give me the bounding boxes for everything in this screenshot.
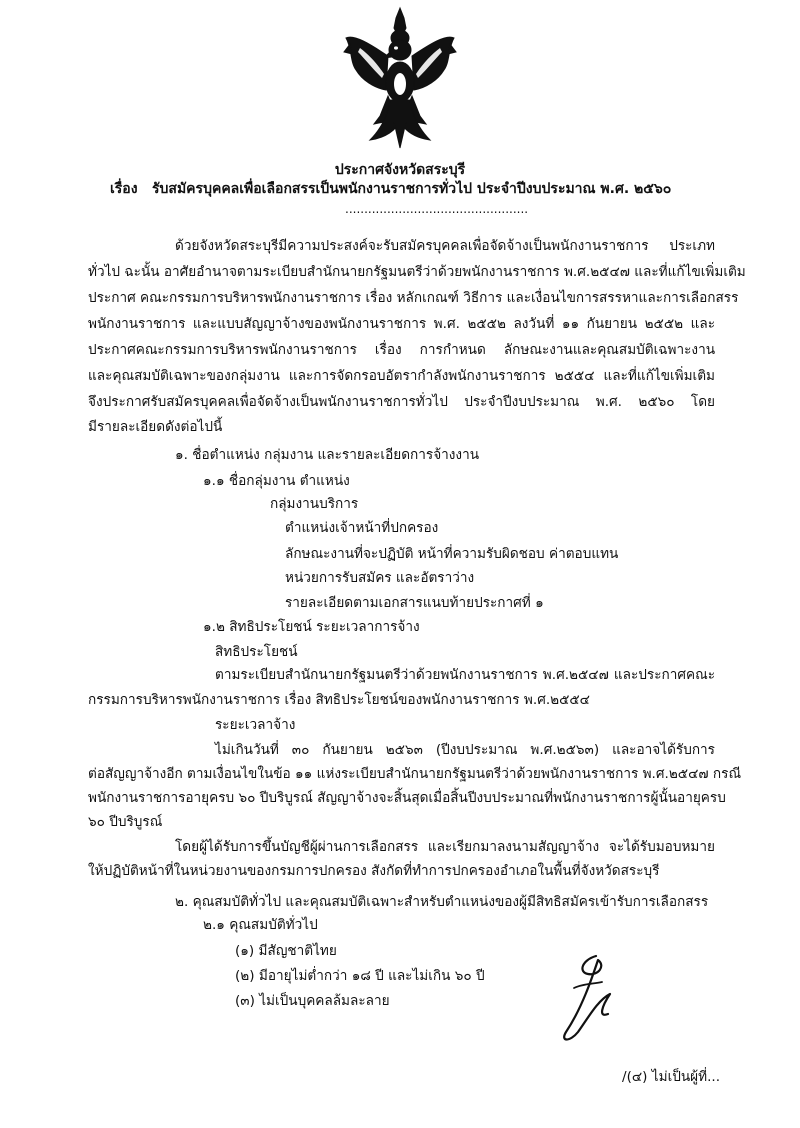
term-line: ๖๐ ปีบริบูรณ์ [88,814,163,830]
intro-line: ประกาศ คณะกรรมการบริหารพนักงานราชการ เรื่อง หลักเกณฑ์ วิธีการ และเงื่อนไขการสรรหาและการเลือกสรร [88,290,739,306]
qualification-item: (๒) มีอายุไม่ต่ำกว่า ๑๘ ปี และไม่เกิน ๖๐ ปี [235,968,485,984]
benefits-line: กรรมการบริหารพนักงานราชการ เรื่อง สิทธิประโยชน์ของพนักงานราชการ พ.ศ.๒๕๕๔ [88,692,590,708]
intro-line: ทั่วไป ฉะนั้น อาศัยอำนาจตามระเบียบสำนักนายกรัฐมนตรีว่าด้วยพนักงานราชการ พ.ศ.๒๕๔๗ และที่แก้ไขเพิ่มเติม [88,264,746,280]
benefits-line: ตามระเบียบสำนักนายกรัฐมนตรีว่าด้วยพนักงานราชการ พ.ศ.๒๕๔๗ และประกาศคณะ [215,667,715,683]
intro-line: ด้วยจังหวัดสระบุรีมีความประสงค์จะรับสมัครบุคคลเพื่อจัดจ้างเป็นพนักงานราชการ ประเภท [175,238,715,254]
garuda-emblem [340,4,460,152]
assignment-line: โดยผู้ได้รับการขึ้นบัญชีผู้ผ่านการเลือกสรร และเรียกมาลงนามสัญญาจ้าง จะได้รับมอบหมาย [175,839,715,855]
signature [552,948,632,1048]
work-group: กลุ่มงานบริการ [270,496,359,512]
intro-line: พนักงานราชการ และแบบสัญญาจ้างของพนักงานราชการ พ.ศ. ๒๕๕๒ ลงวันที่ ๑๑ กันยายน ๒๕๕๒ และ [88,316,715,332]
section-2-heading: ๒. คุณสมบัติทั่วไป และคุณสมบัติเฉพาะสำหรับตำแหน่งของผู้มีสิทธิสมัครเข้ารับการเลือกสรร [175,894,709,910]
intro-line: และคุณสมบัติเฉพาะของกลุ่มงาน และการจัดกรอบอัตรากำลังพนักงานราชการ ๒๕๕๔ และที่แก้ไขเพิ่มเติม [88,368,715,384]
intro-line: ประกาศคณะกรรมการบริหารพนักงานราชการ เรื่อง การกำหนด ลักษณะงานและคุณสมบัติเฉพาะงาน [88,342,715,358]
term-line: พนักงานราชการอายุครบ ๖๐ ปีบริบูรณ์ สัญญาจ้างจะสิ้นสุดเมื่อสิ้นปีงบประมาณที่พนักงานราชการผู้นั้นอายุครบ [88,790,726,806]
position-name: ตำแหน่งเจ้าหน้าที่ปกครอง [285,520,439,536]
intro-line: มีรายละเอียดดังต่อไปนี้ [88,419,223,435]
term-line: ต่อสัญญาจ้างอีก ตามเงื่อนไขในข้อ ๑๑ แห่งระเบียบสำนักนายกรัฐมนตรีว่าด้วยพนักงานราชการ พ.ศ.๒๕๔๗ กรณี [88,766,742,782]
assignment-line: ให้ปฏิบัติหน้าที่ในหน่วยงานของกรมการปกครอง สังกัดที่ทำการปกครองอำเภอในพื้นที่จังหวัดสระบุรี [88,863,660,879]
section-1-heading: ๑. ชื่อตำแหน่ง กลุ่มงาน และรายละเอียดการจ้างงาน [175,447,479,463]
section-1-2-heading: ๑.๒ สิทธิประโยชน์ ระยะเวลาการจ้าง [203,619,420,635]
intro-line: จึงประกาศรับสมัครบุคคลเพื่อจัดจ้างเป็นพนักงานราชการทั่วไป ประจำปีงบประมาณ พ.ศ. ๒๕๖๐ โดย [88,394,715,410]
continuation-marker: /(๔) ไม่เป็นผู้ที่... [622,1069,721,1085]
duties-line: ลักษณะงานที่จะปฏิบัติ หน้าที่ความรับผิดชอบ ค่าตอบแทน [285,546,619,562]
subject-label: เรื่อง [110,181,138,197]
section-2-1-heading: ๒.๑ คุณสมบัติทั่วไป [203,917,318,933]
qualification-item: (๓) ไม่เป็นบุคคลล้มละลาย [235,993,390,1009]
subject-text: รับสมัครบุคคลเพื่อเลือกสรรเป็นพนักงานราชการทั่วไป ประจำปีงบประมาณ พ.ศ. ๒๕๖๐ [152,181,672,197]
details-line: รายละเอียดตามเอกสารแนบท้ายประกาศที่ ๑ [285,595,544,611]
term-line: ไม่เกินวันที่ ๓๐ กันยายน ๒๕๖๓ (ปีงบประมาณ พ.ศ.๒๕๖๓) และอาจได้รับการ [215,742,715,758]
unit-line: หน่วยการรับสมัคร และอัตราว่าง [285,570,475,586]
term-label: ระยะเวลาจ้าง [215,717,296,733]
announcement-title: ประกาศจังหวัดสระบุรี [334,162,466,178]
benefits-label: สิทธิประโยชน์ [215,644,298,660]
qualification-item: (๑) มีสัญชาติไทย [235,943,337,959]
title-separator: ................................................ [345,202,529,216]
section-1-1-heading: ๑.๑ ชื่อกลุ่มงาน ตำแหน่ง [203,473,350,489]
